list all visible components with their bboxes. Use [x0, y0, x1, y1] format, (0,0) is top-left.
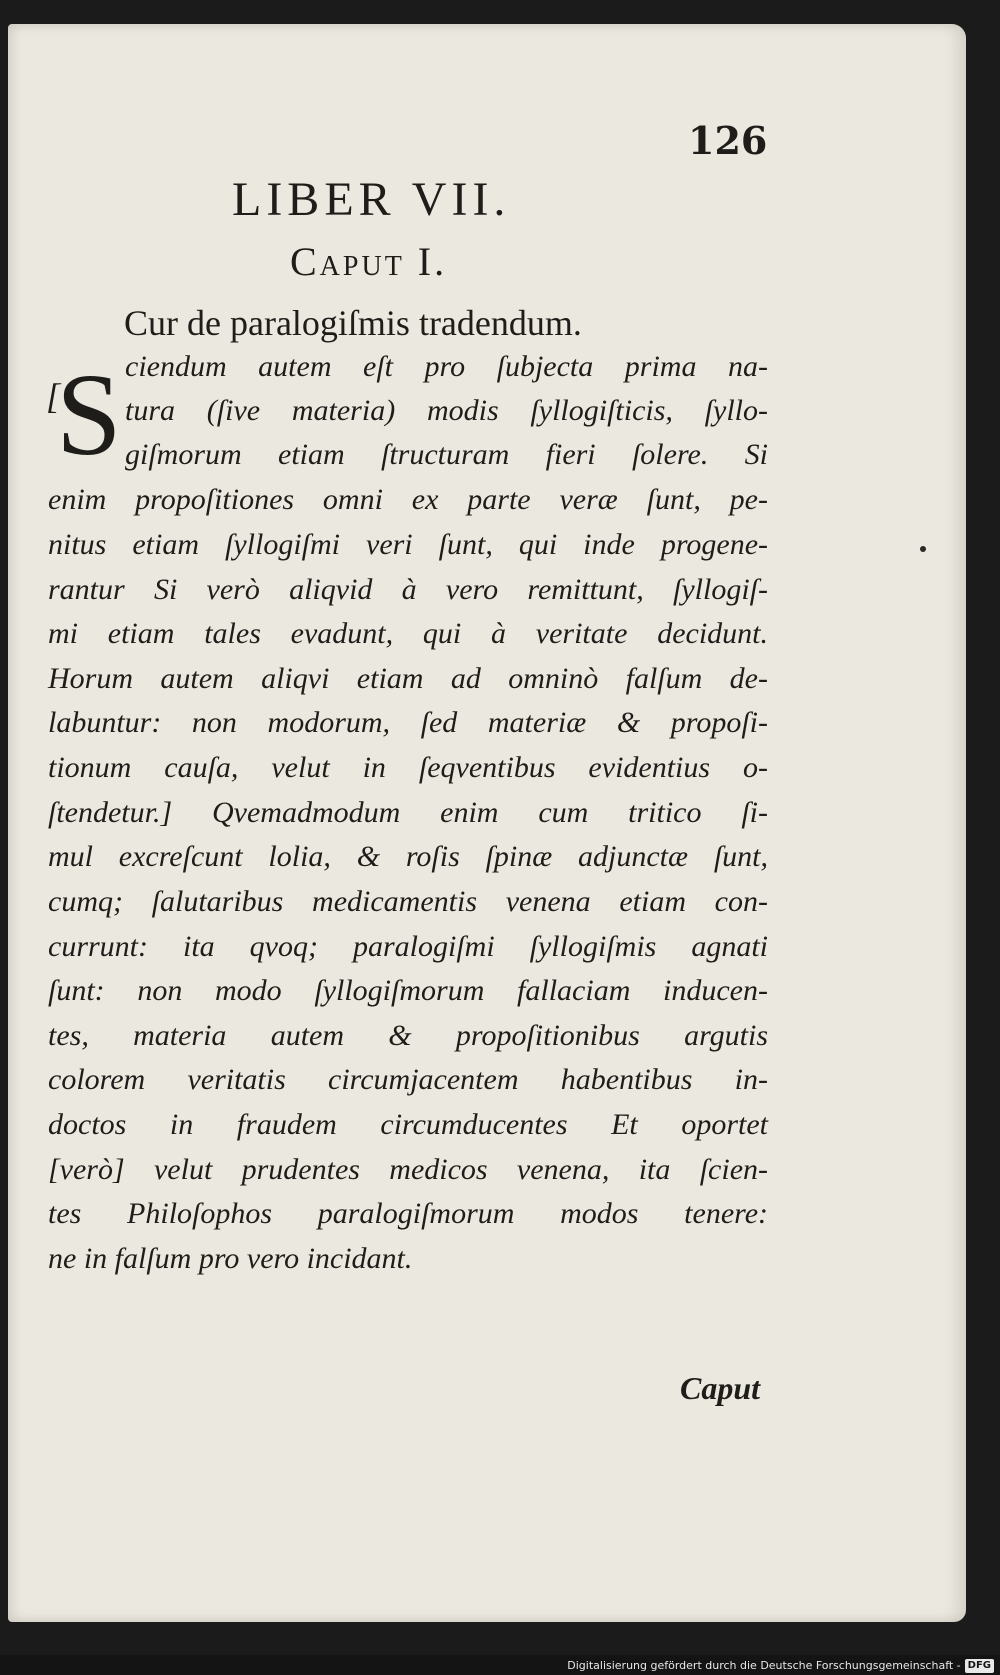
page-number: 126: [688, 118, 768, 163]
ink-speck: [920, 546, 926, 552]
dfg-logo: DFG: [965, 1659, 994, 1673]
text-line: [verò] velut prudentes medicos venena, ita ſcien-: [48, 1153, 768, 1186]
text-line: ne in falſum pro vero incidant.: [48, 1242, 413, 1275]
text-line: giſmorum etiam ſtructuram fieri ſolere. Si: [125, 438, 768, 471]
text-line: tionum cauſa, velut in ſeqventibus evidentius o-: [48, 751, 768, 784]
text-line: tura (ſive materia) modis ſyllogiſticis, ſyllo-: [125, 394, 768, 427]
drop-bracket: [: [46, 376, 61, 416]
text-line: enim propoſitiones omni ex parte veræ ſunt, pe-: [48, 483, 768, 516]
text-line: currunt: ita qvoq; paralogiſmi ſyllogiſmis agnati: [48, 930, 768, 963]
text-line: labuntur: non modorum, ſed materiæ & propoſi-: [48, 706, 768, 739]
text-line: colorem veritatis circumjacentem habentibus in-: [48, 1063, 768, 1096]
text-line: cumq; ſalutaribus medicamentis venena etiam con-: [48, 885, 768, 918]
text-line: ciendum autem eſt pro ſubjecta prima na-: [125, 350, 768, 383]
text-line: nitus etiam ſyllogiſmi veri ſunt, qui inde progene-: [48, 528, 768, 561]
text-line: tes, materia autem & propoſitionibus argutis: [48, 1019, 768, 1052]
section-heading: Cur de paralogiſmis tradendum.: [124, 303, 582, 343]
drop-cap: S: [56, 349, 122, 480]
digitization-credit: [567, 1659, 994, 1673]
text-line: doctos in fraudem circumducentes Et oportet: [48, 1108, 768, 1141]
text-line: tes Philoſophos paralogiſmorum modos tenere:: [48, 1197, 768, 1230]
book-title: LIBER VII.: [232, 173, 511, 226]
text-line: mi etiam tales evadunt, qui à veritate decidunt.: [48, 617, 768, 650]
text-line: ſunt: non modo ſyllogiſmorum fallaciam inducen-: [48, 974, 768, 1007]
text-line: ſtendetur.] Qvemadmodum enim cum tritico ſi-: [48, 796, 768, 829]
text-line: Horum autem aliqvi etiam ad omninò falſum de-: [48, 662, 768, 695]
chapter-title: Caput I.: [290, 239, 448, 284]
text-line: mul excreſcunt lolia, & roſis ſpinæ adjunctæ ſunt,: [48, 840, 768, 873]
credit-text: Digitalisierung gefördert durch die Deutsche Forschungsgemeinschaft -: [567, 1659, 961, 1672]
catchword: Caput: [680, 1370, 761, 1406]
text-line: rantur Si verò aliqvid à vero remittunt, ſyllogiſ-: [48, 573, 768, 606]
